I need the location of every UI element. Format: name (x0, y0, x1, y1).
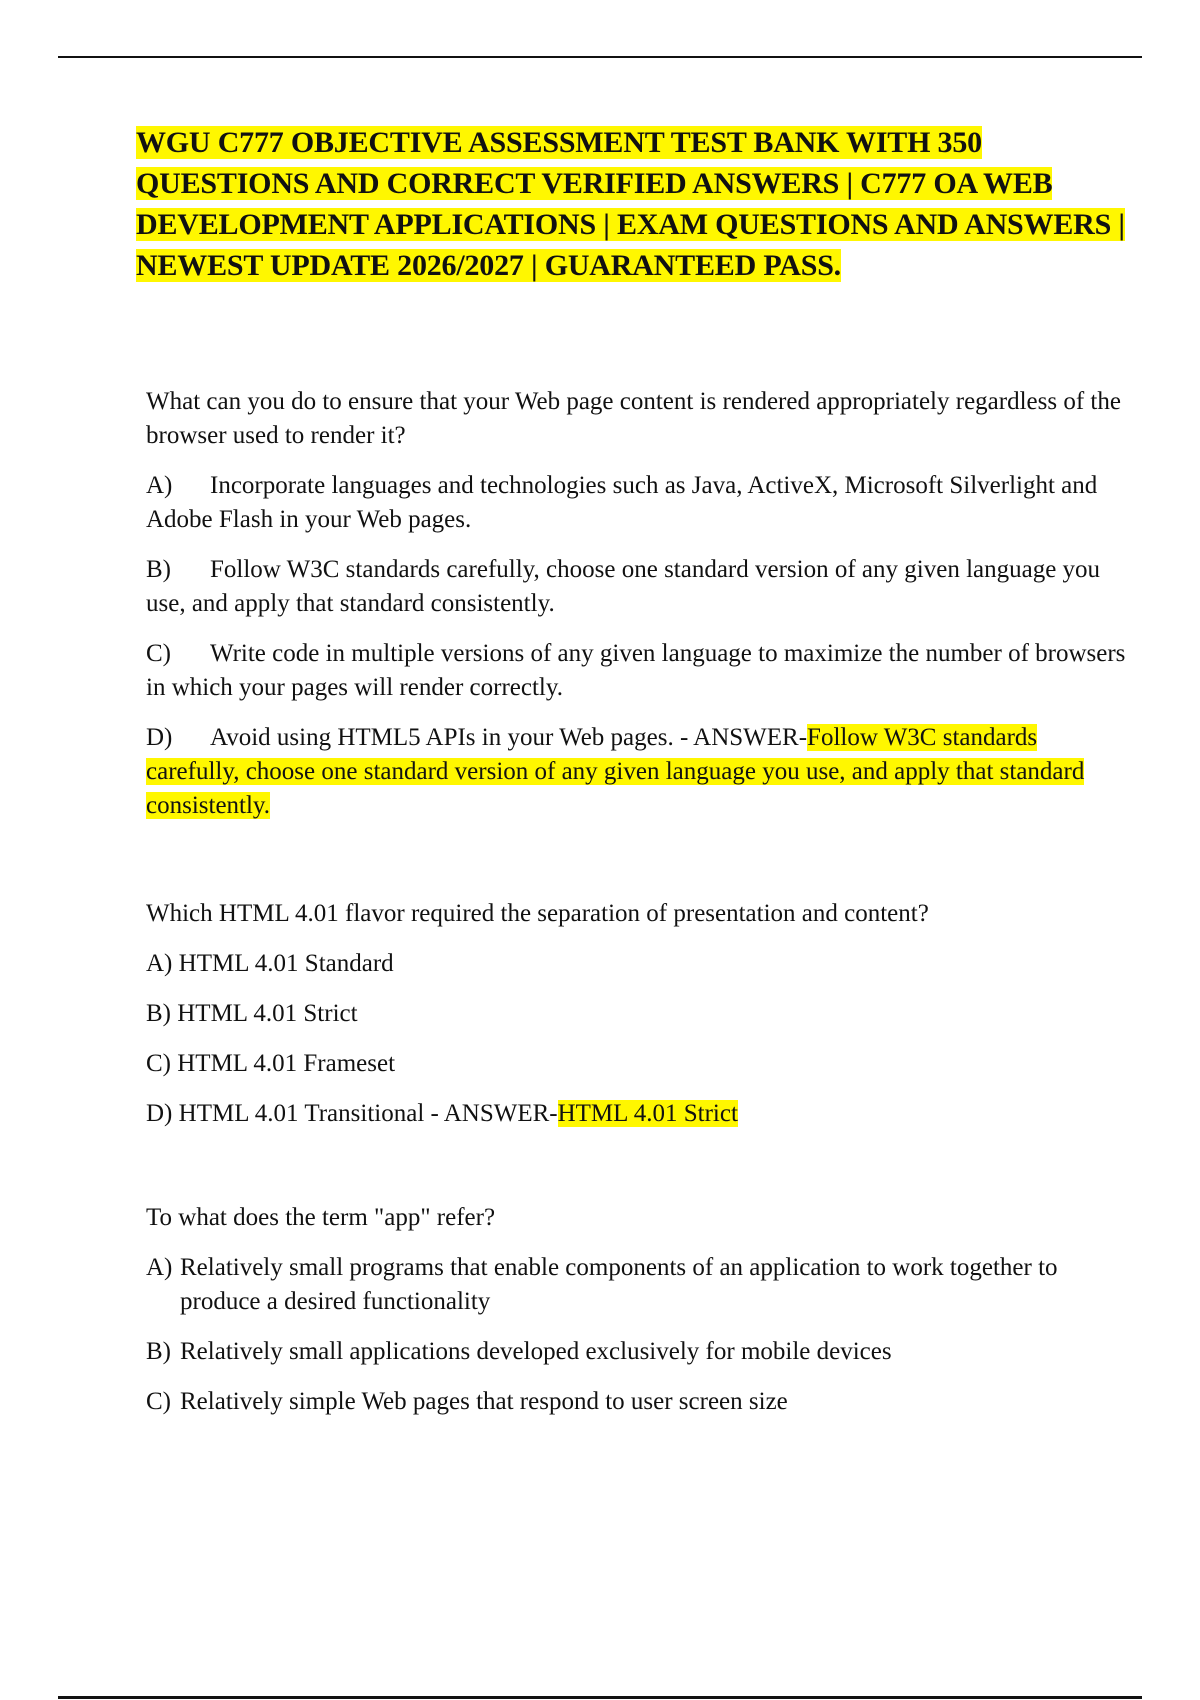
option-text: HTML 4.01 Frameset (177, 1050, 396, 1077)
answer-option (146, 469, 1126, 537)
option-label: A) (146, 472, 173, 499)
option-text: Incorporate languages and technologies such as Java, ActiveX, Microsoft Silverlight and Adobe Flash in your Web pages. (146, 472, 1098, 533)
question-block (146, 897, 1126, 1147)
option-label: C) (146, 640, 171, 667)
option-label: B) (146, 556, 171, 583)
option-label: C) (146, 1388, 171, 1415)
option-label: B) (146, 1338, 171, 1365)
option-text: Follow W3C standards carefully, choose one standard version of any given language you use, and apply that standard consistently. (146, 556, 1101, 617)
option-label: D) (146, 724, 173, 751)
answer-prefix: - ANSWER- (673, 724, 808, 751)
answer-option (146, 1251, 1126, 1319)
answer-option (146, 1335, 1126, 1369)
answer-option (146, 721, 1126, 823)
bottom-rule (58, 1696, 1142, 1699)
question-text: Which HTML 4.01 flavor required the separation of presentation and content? (146, 900, 929, 927)
answer-option (146, 997, 1126, 1031)
answer-option (146, 553, 1126, 621)
option-label: C) (146, 1050, 171, 1077)
answer-option (146, 1097, 1126, 1131)
answer-option (146, 1047, 1126, 1081)
highlighted-answer: Follow W3C standards carefully, choose one standard version of any given language you use, and apply that standard consistently. (146, 724, 1085, 819)
answer-prefix: - ANSWER- (424, 1100, 558, 1127)
option-label: D) (146, 1100, 173, 1127)
answer-option (146, 1385, 1126, 1419)
question-block (146, 385, 1126, 839)
option-label: A) (146, 950, 173, 977)
question-block (146, 1201, 1126, 1435)
option-text: HTML 4.01 Strict (177, 1000, 358, 1027)
question-text: To what does the term "app" refer? (146, 1204, 496, 1231)
option-text: Relatively small applications developed exclusively for mobile devices (180, 1338, 892, 1365)
option-text: HTML 4.01 Transitional (178, 1100, 425, 1127)
highlighted-answer: HTML 4.01 Strict (557, 1100, 738, 1127)
option-text: Write code in multiple versions of any given language to maximize the number of browsers in which your pages will render correctly. (146, 640, 1126, 701)
option-label: A) (146, 1254, 173, 1281)
option-text: Relatively small programs that enable components of an application to work together to produce a desired functionality (180, 1254, 1058, 1315)
answer-option (146, 637, 1126, 705)
question-text: What can you do to ensure that your Web page content is rendered appropriately regardless of the browser used to render it? (146, 388, 1121, 449)
title-highlight: WGU C777 OBJECTIVE ASSESSMENT TEST BANK WITH 350 QUESTIONS AND CORRECT VERIFIED ANSWERS | C777 OA WEB DEVELOPMENT APPLICATIONS | EXAM QUESTIONS AND ANSWERS | NEWEST UPDATE 2026/2027 | GUARANTEED PASS. (136, 126, 1125, 282)
document-title (136, 122, 1146, 286)
option-text: Relatively simple Web pages that respond to user screen size (180, 1388, 788, 1415)
option-label: B) (146, 1000, 171, 1027)
option-text: HTML 4.01 Standard (178, 950, 394, 977)
top-rule (58, 56, 1142, 58)
answer-option (146, 947, 1126, 981)
option-text: Avoid using HTML5 APIs in your Web pages. (210, 724, 674, 751)
